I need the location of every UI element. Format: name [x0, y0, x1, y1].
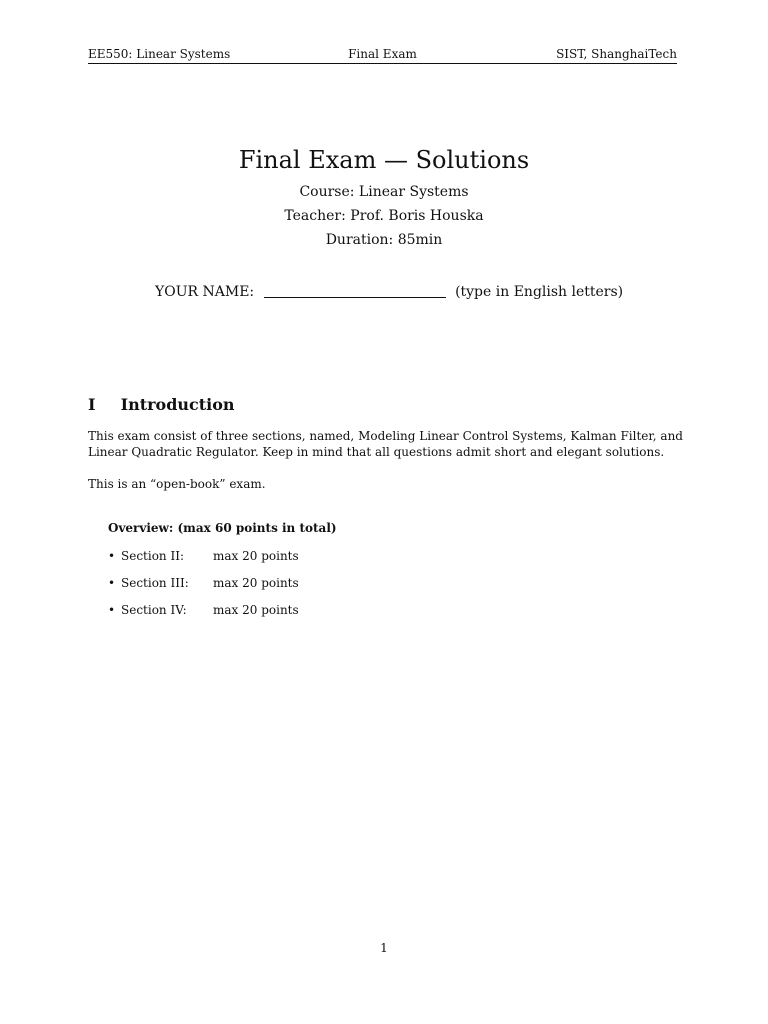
overview-section-label: Section IV:	[121, 603, 187, 617]
overview-points: max 20 points	[213, 576, 299, 590]
overview-section-label: Section III:	[121, 576, 189, 590]
intro-line: This exam consist of three sections, named, Modeling Linear Control Systems, Kalman Filter, and	[88, 429, 683, 443]
page-title: Final Exam — Solutions	[238, 146, 530, 174]
course-line: Course: Linear Systems	[299, 184, 469, 200]
list-item	[108, 575, 299, 602]
teacher-line: Teacher: Prof. Boris Houska	[284, 208, 484, 224]
overview-title: Overview: (max 60 points in total)	[108, 521, 337, 535]
header-institution: SIST, ShanghaiTech	[556, 47, 677, 61]
name-field-blank[interactable]	[264, 282, 446, 298]
section-heading	[88, 394, 235, 416]
bullet-icon: •	[108, 576, 116, 590]
header-course-code: EE550: Linear Systems	[88, 47, 231, 61]
duration-line: Duration: 85min	[325, 232, 443, 248]
name-field-label: YOUR NAME:	[155, 284, 255, 300]
page-number: 1	[380, 941, 388, 955]
overview-points: max 20 points	[213, 603, 299, 617]
running-header	[88, 45, 677, 63]
bullet-icon: •	[108, 603, 116, 617]
section-number: I	[88, 395, 96, 414]
intro-paragraph	[88, 428, 688, 460]
list-item	[108, 548, 299, 575]
name-field-hint: (type in English letters)	[455, 284, 624, 300]
overview-section-label: Section II:	[121, 549, 184, 563]
section-title: Introduction	[120, 395, 235, 414]
bullet-icon: •	[108, 549, 116, 563]
intro-line: Linear Quadratic Regulator. Keep in mind that all questions admit short and elegant solutions.	[88, 445, 665, 459]
header-document-title: Final Exam	[348, 47, 417, 61]
header-divider	[88, 63, 677, 64]
open-book-note: This is an “open-book” exam.	[88, 477, 266, 491]
list-item	[108, 602, 299, 629]
overview-points: max 20 points	[213, 549, 299, 563]
name-field-row	[155, 282, 623, 304]
overview-list	[108, 548, 299, 629]
